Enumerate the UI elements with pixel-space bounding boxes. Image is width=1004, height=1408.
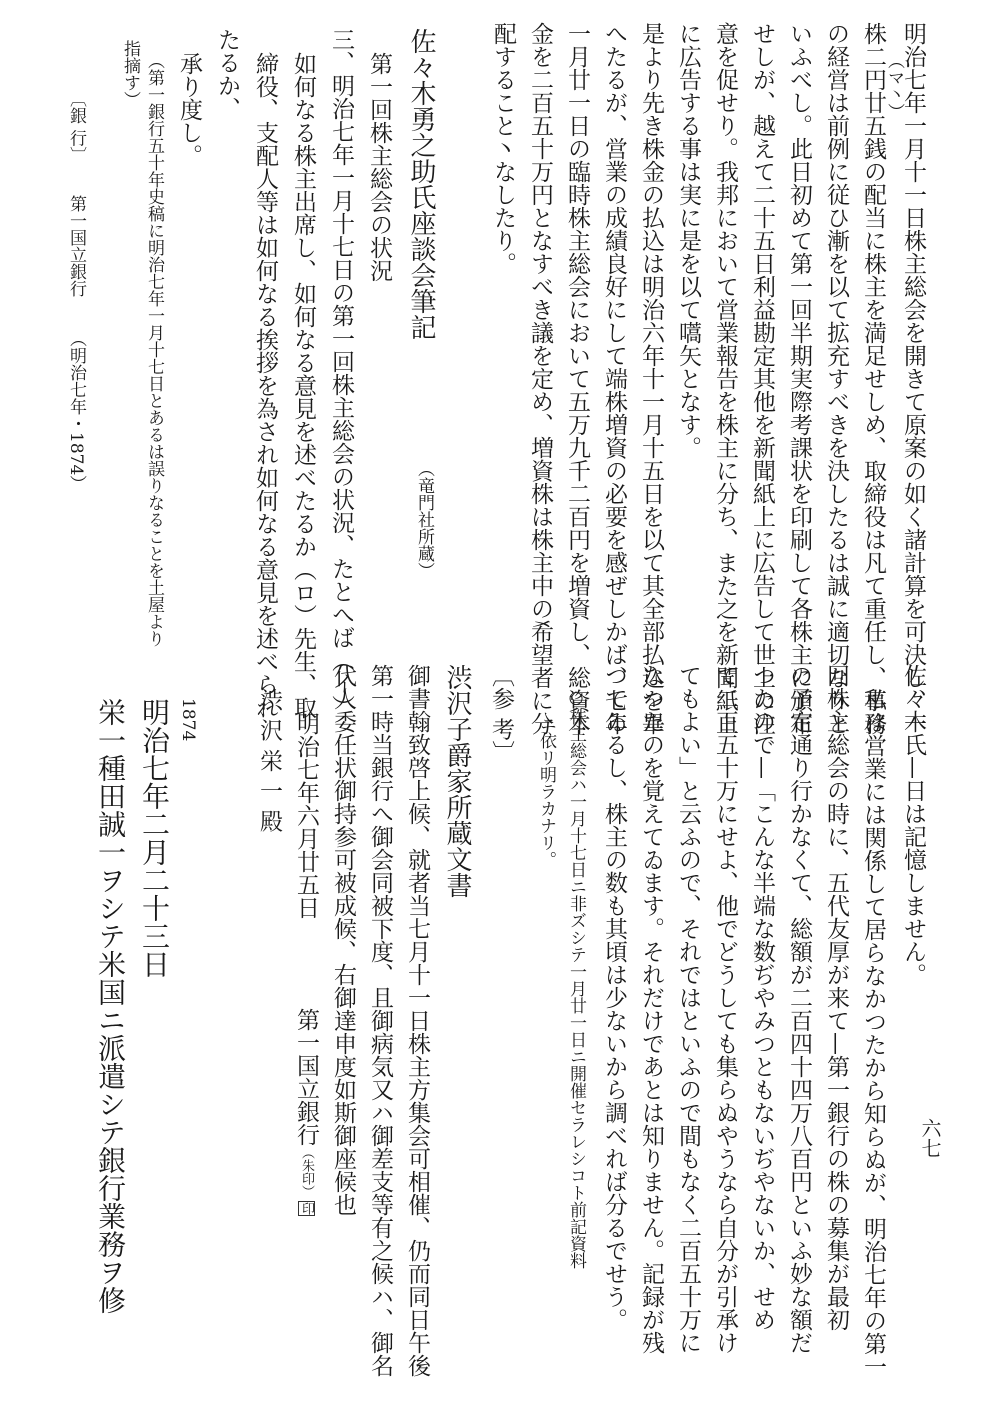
narrative-line: いふべし。此日初めて第一回半期実際考課状を印刷して各株主に頒布: [786, 22, 812, 735]
narrative-line: に広告する事は実に是を以て嚆矢となす。: [675, 22, 701, 459]
editor-remark: ニ依リ明ラカナリ。: [536, 715, 556, 868]
running-header-year: （明治七年・1874）: [66, 330, 86, 493]
narrative-line: 是より先き株金の払込は明治六年十一月十五日を以て其全部払込を畢: [638, 22, 664, 735]
running-header-title: 第一国立銀行: [66, 195, 86, 297]
narrative-line: 株二円廿五銭の配当に株主を満足せしめ、取締役は凡て重任し、事務: [860, 22, 886, 735]
question-line: 締役、支配人等は如何なる挨拶を為され如何なる意見を述べられ: [252, 52, 278, 719]
narrative-line: 一月廿一日の臨時株主総会において五万九千二百円を増資し、総資本: [564, 22, 590, 735]
sender-name: 第一国立銀行: [293, 1008, 319, 1146]
letter-date: 明治七年六月廿五日: [293, 712, 319, 919]
letter-sender: [294, 1008, 317, 1268]
narrative-line: 明治七年一月十一日株主総会を開きて原案の如く諸計算を可決し、一: [900, 22, 926, 735]
final-entry: 栄一種田誠一ヲシテ米国ニ派遣シテ銀行業務ヲ修: [94, 698, 127, 1314]
document-title: 渋沢子爵家所蔵文書: [442, 664, 472, 898]
editor-note: （第一銀行五十年史稿に明治七年一月十七日とあるは誤りなることを土屋より: [144, 52, 164, 647]
page-number: 六七: [918, 1118, 942, 1158]
section-heading: 第一回株主総会の状況: [366, 52, 392, 282]
narrative-line: せしが、越えて二十五日利益勘定其他を新聞紙上に広告して世上の注: [749, 22, 775, 735]
answer-line: 私は営業には関係して居らなかつたから知らぬが、明治七年の第一: [860, 688, 886, 1378]
narrative-line: へたるが、営業の成績良好にして端株増資の必要を感ぜしかば、七年: [601, 22, 627, 735]
narrative-line: 配すること丶なしたり。: [490, 22, 516, 275]
seal-stamp: 印: [299, 1202, 314, 1215]
narrative-line: 金を二百五十万円となすべき議を定め、増資株は株主中の希望者に分: [527, 22, 553, 735]
answer-line: て二百五十万にせよ、他でどうしても集らぬやうなら自分が引承け: [712, 664, 738, 1354]
editor-remark: ○株主総会ハ一月十七日ニ非ズシテ一月廿一日ニ開催セラレシコト前記資料: [566, 688, 586, 1269]
ruby-annotation: （マ丶）: [884, 52, 904, 120]
letter-recipient: 渋 沢 栄 一 殿: [256, 688, 282, 833]
source-note: （竜門社所蔵）: [414, 460, 434, 579]
interview-title: 佐々木勇之助氏座談会筆記: [406, 28, 436, 340]
date-entry: 明治七年二月二十三日: [138, 698, 171, 978]
answer-line: つてゐるし、株主の数も其頃は少ないから調べれば分るでせう。: [601, 664, 627, 1331]
question-line: 三、明治七年一月十七日の第一回株主総会の状況、たとへば（イ）: [328, 28, 354, 718]
answer-line: てもよい」と云ふので、それではといふので間もなく二百五十万に: [675, 664, 701, 1354]
question-line: 承り度し。: [176, 52, 202, 167]
narrative-line: の経営は前例に従ひ漸を以て拡充すべきを決したるは誠に適切なりと: [823, 22, 849, 735]
seal-note: （朱印）: [299, 1146, 314, 1198]
letter-line: 代人委任状御持参可被成候、右御達申度如斯御座候也: [330, 664, 356, 1216]
speaker-line: 佐々木氏—日は記憶しません。: [900, 664, 926, 986]
year-number: 1874: [178, 698, 198, 742]
running-header-label: 〔銀 行〕: [66, 90, 86, 164]
editor-note: 指摘す）: [120, 40, 140, 108]
answer-line: の予定通り行かなくて、総額が二百四十四万八百円といふ妙な額だ: [786, 664, 812, 1354]
narrative-line: 意を促せり。我邦において営業報告を株主に分ち、また之を新聞紙上: [712, 22, 738, 735]
letter-line: 第一時当銀行へ御会同被下度、且御病気又ハ御差支等有之候ハ、御名: [367, 664, 393, 1377]
letter-line: 御書翰致啓上候、就者当七月十一日株主方集会可相催、仍而同日午後: [404, 664, 430, 1377]
answer-line: なつたのを覚えてゐます。それだけであとは知りません。記録が残: [638, 664, 664, 1354]
reference-label: 〔参 考〕: [488, 664, 514, 764]
question-line: たるか、: [214, 28, 240, 120]
question-line: 如何なる株主出席し、如何なる意見を述べたるか（ロ）先生、取: [290, 52, 316, 719]
answer-line: 回株主総会の時に、五代友厚が来て—第一銀行の株の募集が最初: [823, 664, 849, 1331]
answer-line: つたので—「こんな半端な数ぢやみつともないぢやないか、せめ: [749, 664, 775, 1331]
